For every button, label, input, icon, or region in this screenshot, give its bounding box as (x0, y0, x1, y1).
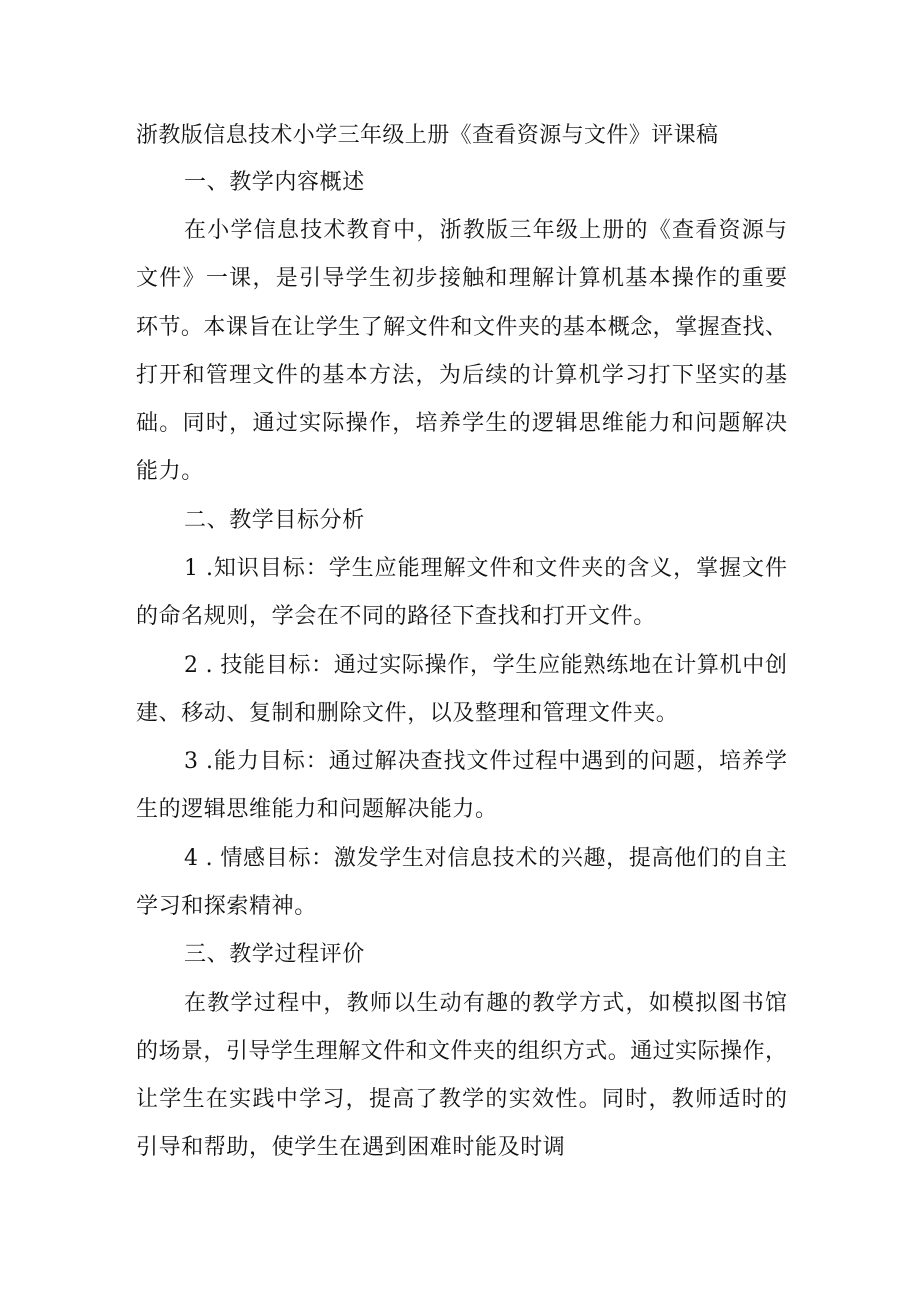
paragraph-line: 生的逻辑思维能力和问题解决能力。 (136, 797, 498, 822)
paragraph-line: 让学生在实践中学习，提高了教学的实效性。同时，教师适时的 (136, 1087, 787, 1112)
paragraph-line: 2 . 技能目标：通过实际操作，学生应能熟练地在计算机中创 (184, 653, 787, 678)
paragraph-line: 文件》一课，是引导学生初步接触和理解计算机基本操作的重要 (136, 266, 787, 291)
paragraph-line: 3 .能力目标：通过解决查找文件过程中遇到的问题，培养学 (184, 749, 787, 774)
section-heading-1: 一、教学内容概述 (184, 170, 365, 195)
section-heading-2: 二、教学目标分析 (184, 508, 365, 533)
paragraph-line: 的场景，引导学生理解文件和文件夹的组织方式。通过实际操作， (136, 1039, 787, 1064)
paragraph-line: 的命名规则，学会在不同的路径下查找和打开文件。 (136, 604, 656, 629)
paragraph-line: 在教学过程中，教师以生动有趣的教学方式，如模拟图书馆 (184, 991, 787, 1016)
document-title: 浙教版信息技术小学三年级上册《查看资源与文件》评课稿 (136, 123, 719, 148)
paragraph-line: 学习和探索精神。 (136, 894, 317, 919)
paragraph-line: 环节。本课旨在让学生了解文件和文件夹的基本概念，掌握查找、 (136, 315, 787, 340)
paragraph-line: 1 .知识目标：学生应能理解文件和文件夹的含义，掌握文件 (184, 556, 787, 581)
section-heading-3: 三、教学过程评价 (184, 942, 365, 967)
paragraph-line: 引导和帮助，使学生在遇到困难时能及时调 (136, 1135, 566, 1160)
paragraph-line: 4 . 情感目标：激发学生对信息技术的兴趣，提高他们的自主 (184, 846, 787, 871)
paragraph-line: 建、移动、复制和删除文件，以及整理和管理文件夹。 (136, 701, 679, 726)
paragraph-line: 在小学信息技术教育中，浙教版三年级上册的《查看资源与 (184, 218, 787, 243)
paragraph-line: 能力。 (136, 459, 204, 484)
paragraph-line: 打开和管理文件的基本方法，为后续的计算机学习打下坚实的基 (136, 363, 787, 388)
paragraph-line: 础。同时，通过实际操作，培养学生的逻辑思维能力和问题解决 (136, 411, 787, 436)
